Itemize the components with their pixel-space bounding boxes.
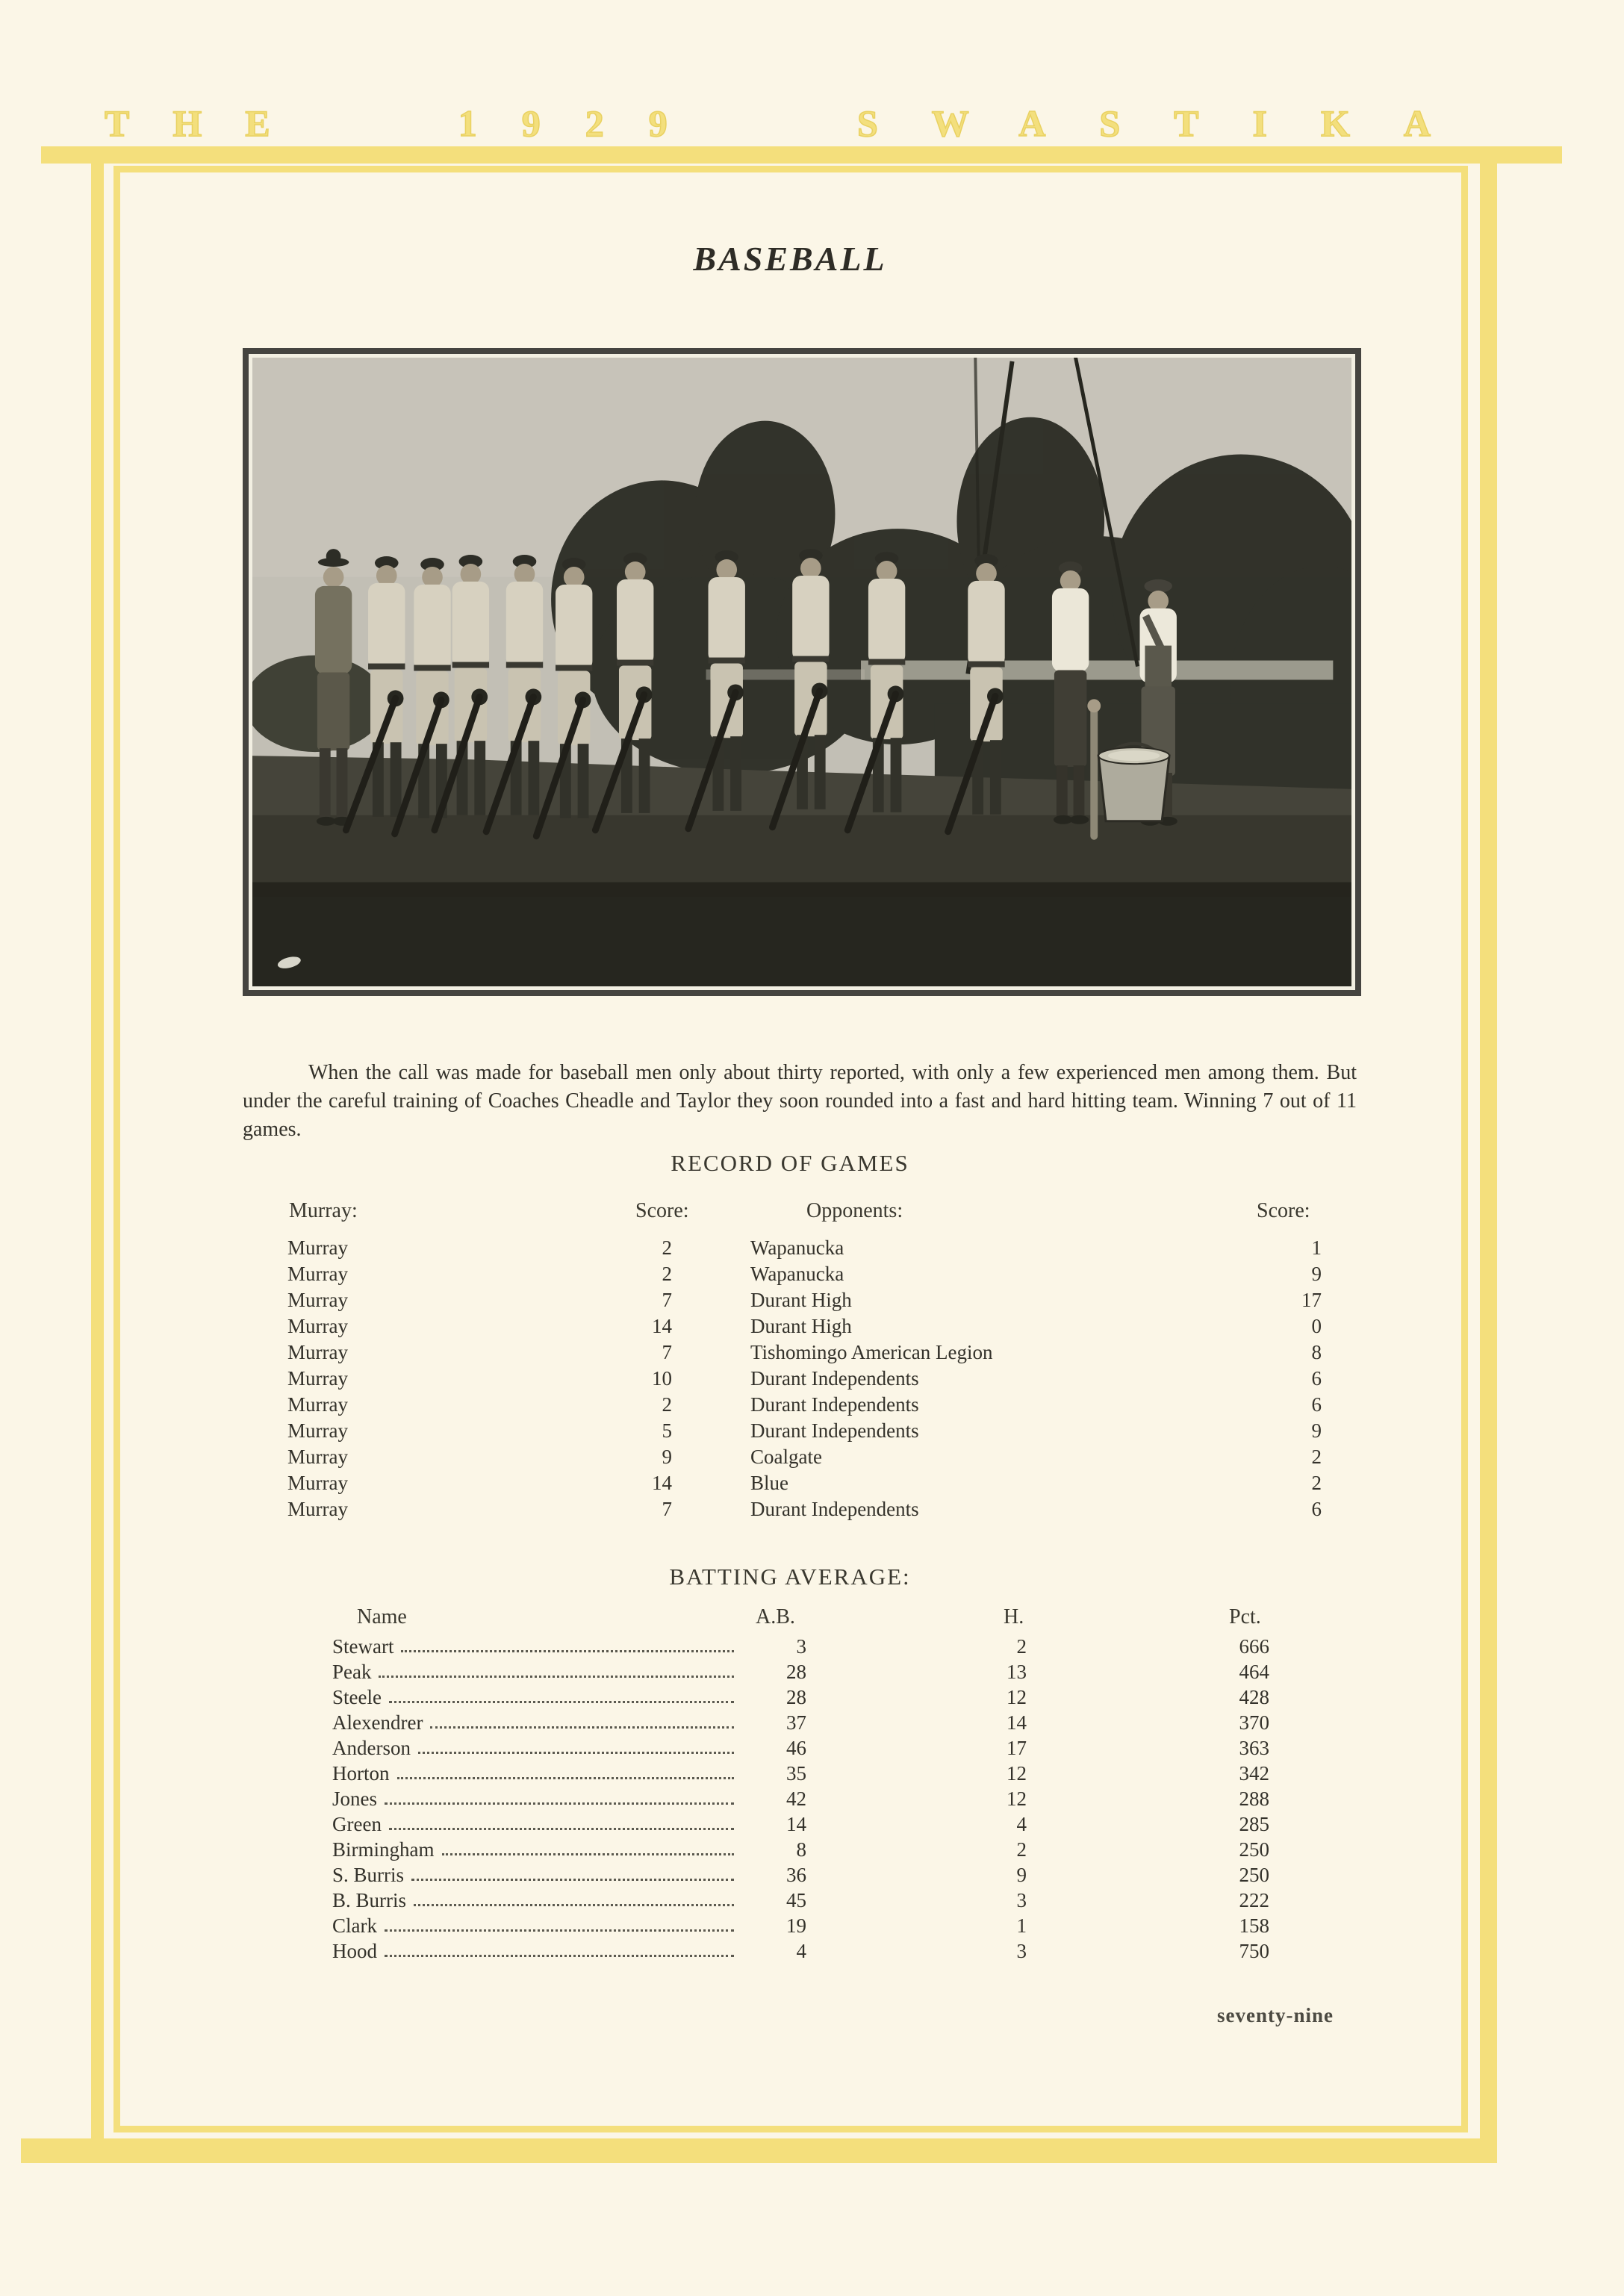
record-score: 2 <box>662 1236 672 1259</box>
batting-player-name: Hood <box>332 1940 377 1962</box>
record-score: 2 <box>662 1393 672 1416</box>
batting-average-heading: BATTING AVERAGE: <box>669 1564 911 1590</box>
dotted-leader <box>401 1634 734 1652</box>
record-opp-score: 6 <box>1311 1367 1322 1390</box>
batting-player-name: Green <box>332 1813 382 1835</box>
batting-pct: 428 <box>1239 1686 1269 1708</box>
record-column-opponents: Opponents: <box>806 1199 903 1222</box>
masthead-word-the: THE <box>105 102 314 144</box>
batting-column-name: Name <box>357 1605 407 1628</box>
batting-player-name: S. Burris <box>332 1864 405 1886</box>
batting-player-name: Peak <box>332 1661 372 1683</box>
dotted-leader <box>442 1837 735 1855</box>
record-score: 9 <box>662 1446 672 1468</box>
batting-player-name: Alexendrer <box>332 1711 423 1734</box>
dotted-leader <box>397 1761 735 1779</box>
record-opp-score: 9 <box>1311 1419 1322 1442</box>
batting-row <box>332 1684 1269 1710</box>
batting-name-cell <box>332 1837 735 1862</box>
batting-row <box>332 1888 1269 1913</box>
batting-pct: 250 <box>1239 1838 1269 1861</box>
batting-h: 3 <box>1016 1940 1027 1962</box>
batting-average-table <box>332 1634 1269 1964</box>
masthead-word-year: 1929 <box>458 102 712 144</box>
batting-row <box>332 1862 1269 1888</box>
record-opp-score: 2 <box>1311 1446 1322 1468</box>
batting-ab: 14 <box>786 1813 806 1835</box>
batting-row <box>332 1710 1269 1735</box>
record-opp-score: 1 <box>1311 1236 1322 1259</box>
record-opp-score: 9 <box>1311 1263 1322 1285</box>
batting-h: 14 <box>1007 1711 1027 1734</box>
batting-h: 9 <box>1016 1864 1027 1886</box>
batting-row <box>332 1811 1269 1837</box>
record-opponent: Durant Independents <box>750 1498 919 1520</box>
batting-row <box>332 1786 1269 1811</box>
batting-pct: 750 <box>1239 1940 1269 1962</box>
batting-ab: 28 <box>786 1686 806 1708</box>
batting-h: 4 <box>1016 1813 1027 1835</box>
record-game-row <box>287 1496 1322 1522</box>
frame-band-right <box>1480 146 1497 2163</box>
record-opponent: Wapanucka <box>750 1263 844 1285</box>
record-score: 10 <box>652 1367 672 1390</box>
record-score: 7 <box>662 1289 672 1311</box>
record-team: Murray <box>287 1236 348 1259</box>
record-team: Murray <box>287 1472 348 1494</box>
record-opp-score: 0 <box>1311 1315 1322 1337</box>
batting-ab: 46 <box>786 1737 806 1759</box>
record-score: 14 <box>652 1472 672 1494</box>
record-of-games-heading: RECORD OF GAMES <box>671 1150 909 1176</box>
dotted-leader <box>430 1710 734 1729</box>
batting-ab: 36 <box>786 1864 806 1886</box>
record-opponent: Durant High <box>750 1315 852 1337</box>
batting-ab: 4 <box>796 1940 806 1962</box>
batting-name-cell <box>332 1659 735 1684</box>
intro-paragraph: When the call was made for baseball men only about thirty reported, with only a few experienced men among them. But under the careful training of Coaches Cheadle and Taylor they soon rounded into a fast and hard hitting team. Winning 7 out of 11 games. <box>243 1061 1357 1141</box>
batting-row <box>332 1634 1269 1659</box>
batting-player-name: Stewart <box>332 1635 394 1658</box>
dotted-leader <box>411 1862 734 1881</box>
dotted-leader <box>389 1811 734 1830</box>
batting-row <box>332 1659 1269 1684</box>
batting-ab: 35 <box>786 1762 806 1785</box>
dotted-leader <box>385 1938 734 1957</box>
dotted-leader <box>389 1684 734 1703</box>
record-of-games-table <box>287 1235 1322 1522</box>
record-opponent: Tishomingo American Legion <box>750 1341 993 1363</box>
batting-column-pct: Pct. <box>1229 1605 1261 1628</box>
record-game-row <box>287 1366 1322 1392</box>
dotted-leader <box>385 1786 734 1805</box>
record-score: 14 <box>652 1315 672 1337</box>
record-column-opp-score: Score: <box>1257 1199 1310 1222</box>
record-opp-score: 17 <box>1301 1289 1322 1311</box>
batting-column-ab: A.B. <box>756 1605 795 1628</box>
batting-player-name: Anderson <box>332 1737 411 1759</box>
record-team: Murray <box>287 1446 348 1468</box>
batting-h: 17 <box>1007 1737 1027 1759</box>
record-game-row <box>287 1313 1322 1340</box>
frame-band-top <box>41 146 1562 164</box>
batting-name-cell <box>332 1913 735 1938</box>
record-column-score: Score: <box>635 1199 689 1222</box>
record-opponent: Durant High <box>750 1289 852 1311</box>
frame-band-bottom <box>21 2138 1496 2163</box>
batting-pct: 222 <box>1239 1889 1269 1911</box>
record-team: Murray <box>287 1367 348 1390</box>
record-opp-score: 8 <box>1311 1341 1322 1363</box>
batting-name-cell <box>332 1634 735 1659</box>
batting-name-cell <box>332 1684 735 1710</box>
record-game-row <box>287 1392 1322 1418</box>
batting-name-cell <box>332 1786 735 1811</box>
record-opponent: Coalgate <box>750 1446 822 1468</box>
batting-row <box>332 1735 1269 1761</box>
record-team: Murray <box>287 1315 348 1337</box>
record-team: Murray <box>287 1341 348 1363</box>
record-team: Murray <box>287 1498 348 1520</box>
record-opponent: Durant Independents <box>750 1367 919 1390</box>
record-score: 2 <box>662 1263 672 1285</box>
batting-column-h: H. <box>1004 1605 1024 1628</box>
record-opponent: Durant Independents <box>750 1393 919 1416</box>
record-column-team: Murray: <box>289 1199 358 1222</box>
batting-row <box>332 1837 1269 1862</box>
batting-ab: 19 <box>786 1914 806 1937</box>
batting-h: 12 <box>1007 1686 1027 1708</box>
batting-name-cell <box>332 1710 735 1735</box>
frame-band-left <box>91 146 104 2163</box>
photo-white-mat <box>249 354 1355 990</box>
batting-player-name: Jones <box>332 1788 377 1810</box>
page-title: BASEBALL <box>693 240 887 278</box>
record-game-row <box>287 1235 1322 1261</box>
batting-pct: 666 <box>1239 1635 1269 1658</box>
record-score: 5 <box>662 1419 672 1442</box>
record-game-row <box>287 1444 1322 1470</box>
batting-name-cell <box>332 1761 735 1786</box>
batting-ab: 28 <box>786 1661 806 1683</box>
record-opp-score: 6 <box>1311 1393 1322 1416</box>
batting-ab: 8 <box>796 1838 806 1861</box>
record-score: 7 <box>662 1341 672 1363</box>
batting-pct: 158 <box>1239 1914 1269 1937</box>
record-game-row <box>287 1418 1322 1444</box>
batting-player-name: Birmingham <box>332 1838 435 1861</box>
batting-ab: 42 <box>786 1788 806 1810</box>
batting-row <box>332 1761 1269 1786</box>
record-opponent: Durant Independents <box>750 1419 919 1442</box>
batting-h: 13 <box>1007 1661 1027 1683</box>
batting-row <box>332 1913 1269 1938</box>
batting-pct: 285 <box>1239 1813 1269 1835</box>
batting-name-cell <box>332 1938 735 1964</box>
batting-name-cell <box>332 1735 735 1761</box>
batting-player-name: B. Burris <box>332 1889 407 1911</box>
batting-name-cell <box>332 1862 735 1888</box>
batting-player-name: Horton <box>332 1762 390 1785</box>
batting-ab: 3 <box>796 1635 806 1658</box>
batting-pct: 250 <box>1239 1864 1269 1886</box>
batting-ab: 37 <box>786 1711 806 1734</box>
batting-row <box>332 1938 1269 1964</box>
record-team: Murray <box>287 1263 348 1285</box>
record-opponent: Blue <box>750 1472 788 1494</box>
batting-h: 2 <box>1016 1635 1027 1658</box>
record-team: Murray <box>287 1289 348 1311</box>
dotted-leader <box>418 1735 734 1754</box>
batting-pct: 363 <box>1239 1737 1269 1759</box>
record-opp-score: 2 <box>1311 1472 1322 1494</box>
record-game-row <box>287 1287 1322 1313</box>
batting-player-name: Steele <box>332 1686 382 1708</box>
batting-pct: 288 <box>1239 1788 1269 1810</box>
record-team: Murray <box>287 1393 348 1416</box>
batting-ab: 45 <box>786 1889 806 1911</box>
dotted-leader <box>379 1659 734 1678</box>
batting-name-cell <box>332 1888 735 1913</box>
batting-h: 3 <box>1016 1889 1027 1911</box>
page-number: seventy-nine <box>1217 2004 1334 2026</box>
batting-h: 12 <box>1007 1762 1027 1785</box>
batting-name-cell <box>332 1811 735 1837</box>
record-game-row <box>287 1261 1322 1287</box>
record-game-row <box>287 1340 1322 1366</box>
masthead <box>105 102 1484 145</box>
batting-pct: 464 <box>1239 1661 1269 1683</box>
batting-pct: 342 <box>1239 1762 1269 1785</box>
record-score: 7 <box>662 1498 672 1520</box>
batting-pct: 370 <box>1239 1711 1269 1734</box>
team-photo <box>243 348 1361 996</box>
record-opponent: Wapanucka <box>750 1236 844 1259</box>
batting-h: 1 <box>1016 1914 1027 1937</box>
record-opp-score: 6 <box>1311 1498 1322 1520</box>
batting-h: 2 <box>1016 1838 1027 1861</box>
batting-h: 12 <box>1007 1788 1027 1810</box>
record-game-row <box>287 1470 1322 1496</box>
masthead-word-swastika: SWASTIKA <box>857 102 1484 144</box>
record-team: Murray <box>287 1419 348 1442</box>
dotted-leader <box>385 1913 734 1932</box>
dotted-leader <box>414 1888 734 1906</box>
batting-player-name: Clark <box>332 1914 377 1937</box>
